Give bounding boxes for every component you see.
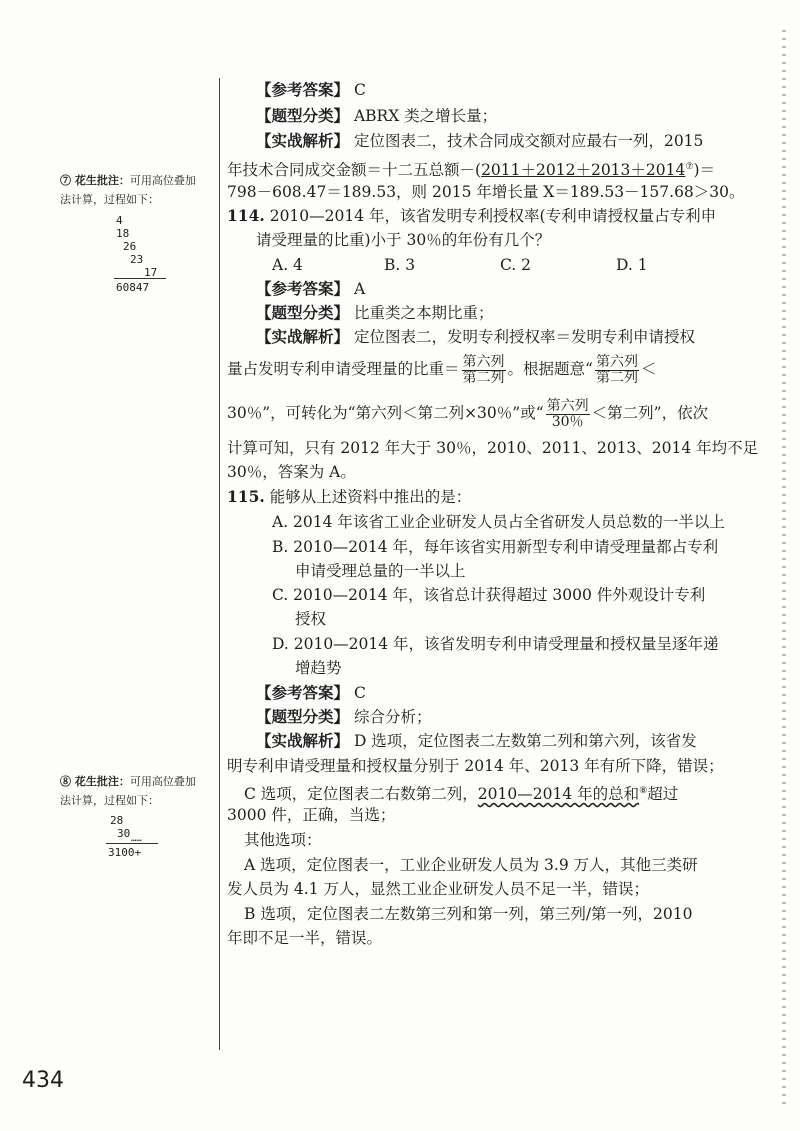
text: C 选项，定位图表二右数第二列，	[244, 785, 478, 804]
calc-row: 30	[117, 827, 131, 840]
analysis-row-5: 30％，答案为 A。	[227, 463, 356, 481]
answer-row	[256, 80, 366, 100]
text: ＜	[640, 360, 657, 378]
answer-label: 【参考答案】	[256, 683, 350, 702]
analysis-row-1	[256, 731, 697, 751]
analysis-row-1	[256, 327, 695, 347]
numerator: 第六列	[546, 397, 589, 414]
answer-label: 【参考答案】	[256, 80, 350, 99]
option-a: A. 2014 年该省工业企业研发人员占全省研发人员总数的一半以上	[272, 513, 725, 531]
analysis-row-3	[227, 398, 708, 430]
type-value: 综合分析；	[353, 708, 432, 726]
type-label: 【题型分类】	[256, 106, 350, 125]
calc-row: 17	[144, 266, 158, 279]
text: 。根据题意“	[507, 360, 593, 378]
calc-sum-line	[114, 278, 166, 279]
answer-label: 【参考答案】	[256, 279, 350, 298]
text: ＜第二列”，依次	[591, 404, 709, 422]
type-value: 比重类之本期比重；	[353, 304, 494, 322]
question-stem-1	[227, 206, 716, 226]
note7-title: ⑦ 花生批注：	[60, 174, 130, 187]
page-number: 434	[22, 1068, 64, 1093]
analysis-row-3: 798－608.47＝189.53，则 2015 年增长量 X＝189.53－157.68＞30。	[227, 183, 745, 201]
analysis-text: 定位图表二，发明专利授权率＝发明专利申请授权	[353, 328, 695, 346]
analysis-label: 【实战解析】	[256, 327, 350, 346]
calc-result: 60847	[116, 281, 150, 294]
note8-title: ⑧ 花生批注：	[60, 775, 130, 788]
text: 30％”，可转化为“第六列＜第二列×30％”或“	[227, 404, 544, 422]
analysis-label: 【实战解析】	[256, 731, 350, 750]
option-b-line1: B. 2010—2014 年，每年该省实用新型专利申请受理量都占专利	[272, 538, 719, 556]
numerator: 第六列	[595, 353, 638, 370]
denominator: 30％	[551, 413, 584, 430]
analysis-row-4: 计算可知，只有 2012 年大于 30％，2010、2011、2013、2014 年均不足	[227, 439, 759, 457]
analysis-option-c-1	[244, 781, 678, 804]
note7-line1	[60, 173, 196, 189]
type-row	[256, 707, 431, 727]
option-d-line1: D. 2010—2014 年，该省发明专利申请受理量和授权量呈逐年递	[272, 635, 719, 653]
page-edge-marks	[782, 30, 786, 1110]
denominator: 第二列	[462, 369, 505, 386]
answer-value: C	[353, 684, 366, 702]
analysis-row-2	[227, 157, 715, 180]
analysis-label: 【实战解析】	[256, 131, 350, 150]
stem-text: 能够从上述资料中推出的是：	[269, 488, 472, 506]
calc-row: 4	[116, 214, 123, 227]
analysis-text: 定位图表二，技术合同成交额对应最右一列，2015	[353, 132, 704, 150]
type-row	[256, 303, 493, 323]
margin-divider	[219, 78, 220, 1050]
analysis-option-a-2: 发人员为 4.1 万人，显然工业企业研发人员不足一半，错误；	[227, 880, 650, 898]
analysis-row-2	[227, 354, 656, 386]
analysis-text: D 选项，定位图表二左数第二列和第六列，该省发	[353, 732, 697, 750]
calc-result: 3100+	[108, 846, 142, 859]
option-d-line2: 增趋势	[295, 659, 342, 677]
note7-text1: 可用高位叠加	[129, 174, 196, 187]
answer-row	[256, 279, 365, 299]
calc-sum-line	[106, 843, 158, 844]
type-label: 【题型分类】	[256, 303, 350, 322]
option-c: C. 2	[500, 256, 532, 274]
option-d: D. 1	[616, 256, 648, 274]
numerator: 第六列	[462, 353, 505, 370]
calc-row: 23	[130, 253, 144, 266]
text: 年技术合同成交金额＝十二五总额－(	[227, 161, 482, 180]
stem-text: 2010—2014 年，该省发明专利授权率(专利申请授权量占专利申	[269, 207, 717, 225]
question-number: 114.	[227, 206, 265, 225]
calc-row: 28	[110, 814, 124, 827]
analysis-other-heading: 其他选项：	[244, 831, 322, 849]
analysis-option-b-1: B 选项，定位图表二左数第三列和第一列，第三列/第一列，2010	[244, 905, 693, 923]
note7-text2: 法计算，过程如下：	[60, 193, 159, 206]
type-label: 【题型分类】	[256, 707, 350, 726]
footnote-marker: ⑦	[685, 162, 694, 172]
analysis-row-1	[256, 131, 703, 151]
option-b: B. 3	[384, 256, 416, 274]
note8-text1: 可用高位叠加	[129, 775, 196, 788]
calc-row: 26	[123, 240, 137, 253]
option-c-line1: C. 2010—2014 年，该省总计获得超过 3000 件外观设计专利	[272, 586, 706, 604]
option-b-line2: 申请受理总量的一半以上	[295, 562, 466, 580]
analysis-option-a-1: A 选项，定位图表一，工业企业研发人员为 3.9 万人，其他三类研	[244, 856, 698, 874]
calc-dots: ……	[131, 834, 142, 844]
analysis-option-c-2: 3000 件，正确，当选；	[227, 806, 396, 824]
answer-value: A	[353, 280, 366, 298]
analysis-row-2: 明专利申请受理量和授权量分别于 2014 年、2013 年有所下降，错误；	[227, 757, 724, 775]
question-stem-2: 请受理量的比重)小于 30％的年份有几个？	[256, 231, 551, 249]
note8-line1	[60, 774, 196, 790]
text: )＝	[693, 161, 715, 180]
underlined-sum: 2011＋2012＋2013＋2014	[481, 161, 686, 180]
answer-row	[256, 683, 366, 703]
answer-value: C	[353, 81, 366, 99]
option-c-line2: 授权	[295, 610, 327, 628]
underlined-total: 2010—2014 年的总和	[477, 785, 640, 804]
calc-row: 18	[116, 227, 130, 240]
fraction-2	[595, 355, 639, 386]
type-value: ABRX 类之增长量；	[353, 107, 498, 125]
question-stem	[227, 487, 471, 507]
question-number: 115.	[227, 487, 265, 506]
option-a: A. 4	[272, 256, 303, 274]
denominator: 第二列	[595, 369, 638, 386]
text: 超过	[647, 785, 679, 804]
footnote-marker: ⑧	[639, 786, 648, 796]
fraction-1	[462, 355, 506, 386]
analysis-option-b-2: 年即不足一半，错误。	[227, 929, 383, 947]
fraction-3	[546, 399, 590, 430]
note8-text2: 法计算，过程如下：	[60, 794, 159, 807]
type-row	[256, 106, 497, 126]
text: 量占发明专利申请受理量的比重＝	[227, 360, 460, 378]
